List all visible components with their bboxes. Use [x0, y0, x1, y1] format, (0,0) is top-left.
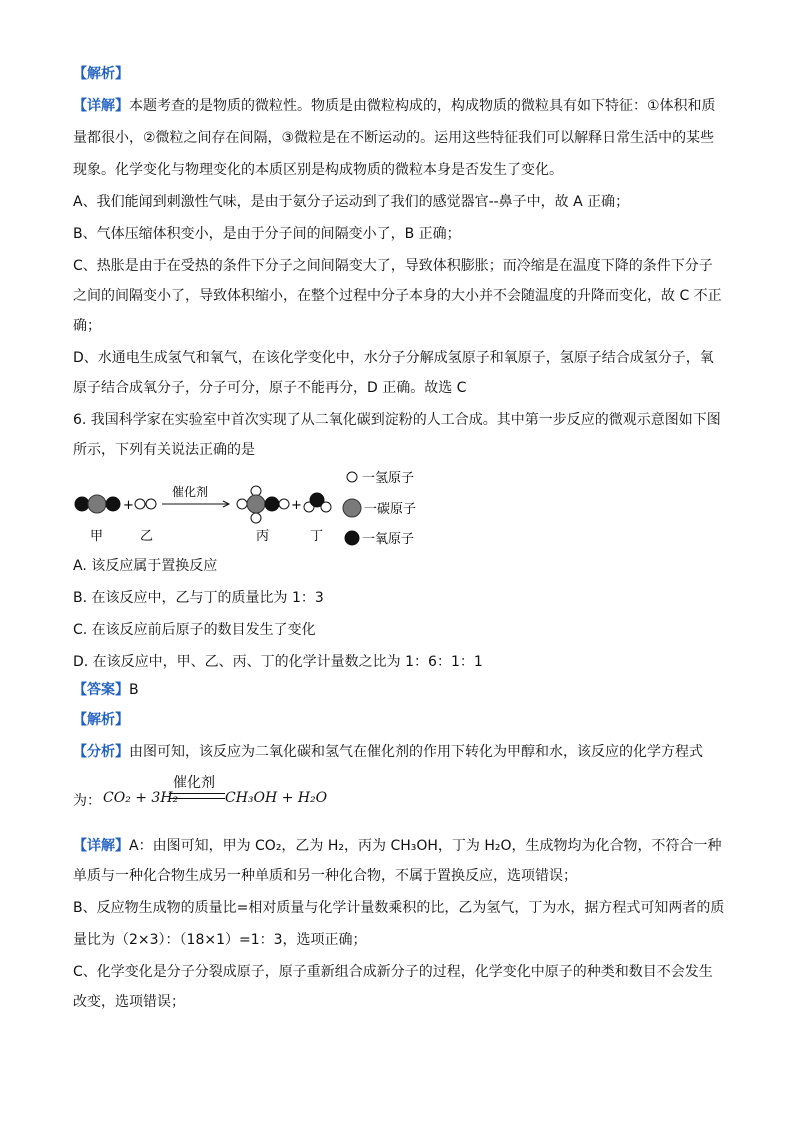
- legend-oxygen-icon: [345, 531, 359, 545]
- legend-carbon-label: 一碳原子: [364, 502, 417, 517]
- answer-value: B: [129, 682, 139, 698]
- question-6-stem: 6. 我国科学家在实验室中首次实现了从二氧化碳到淀粉的人工合成。其中第一步反应的微观示意图如下图: [73, 412, 721, 428]
- analysis-heading: 【解析】: [73, 66, 129, 82]
- detail-paragraph-line: 【详解】本题考查的是物质的微粒性。物质是由微粒构成的，构成物质的微粒具有如下特征：①体积和质: [73, 98, 716, 114]
- equation-condition: 催化剂: [173, 775, 215, 791]
- detail-line: 【详解】A：由图可知，甲为 CO₂，乙为 H₂，丙为 CH₃OH，丁为 H₂O，生成物均为化合物，不符合一种: [73, 838, 722, 854]
- analysis-tag: 【分析】: [73, 744, 129, 760]
- equation-prefix: 为：: [73, 793, 101, 809]
- detail-paragraph-line: 现象。化学变化与物理变化的本质区别是构成物质的微粒本身是否发生了变化。: [73, 162, 563, 178]
- detail-line: 量比为（2×3）：（18×1）=1：3，选项正确；: [73, 932, 367, 948]
- oxygen-atom-icon: [75, 497, 89, 511]
- label-yi: 乙: [140, 529, 154, 544]
- detail-tag: 【详解】: [73, 98, 129, 114]
- hydrogen-atom-icon: [251, 513, 261, 523]
- carbon-atom-icon: [88, 495, 106, 513]
- hydrogen-atom-icon: [321, 502, 331, 512]
- legend-hydrogen-icon: [347, 472, 357, 482]
- option-a: A. 该反应属于置换反应: [73, 558, 218, 574]
- carbon-atom-icon: [247, 495, 265, 513]
- hydrogen-atom-icon: [135, 499, 145, 509]
- detail-paragraph-line: 量都很小，②微粒之间存在间隔，③微粒是在不断运动的。运用这些特征我们可以解释日常生活中的某些: [73, 130, 715, 146]
- explanation-c: C、热胀是由于在受热的条件下分子之间间隔变大了，导致体积膨胀；而冷缩是在温度下降的条件下分子: [73, 258, 713, 274]
- label-ding: 丁: [310, 529, 324, 544]
- analysis-line: 【分析】由图可知，该反应为二氧化碳和氢气在催化剂的作用下转化为甲醇和水，该反应的化学方程式: [73, 744, 703, 760]
- oxygen-atom-icon: [106, 497, 120, 511]
- chemical-equation: [73, 772, 373, 812]
- plus-sign: +: [291, 498, 302, 513]
- legend-carbon-icon: [343, 499, 361, 517]
- detail-tag: 【详解】: [73, 838, 129, 854]
- detail-line: C、化学变化是分子分裂成原子，原子重新组合成新分子的过程，化学变化中原子的种类和数目不会发生: [73, 964, 713, 980]
- explanation-b: B、气体压缩体积变小，是由于分子间的间隔变小了，B 正确；: [73, 226, 461, 242]
- explanation-c-cont: 之间的间隔变小了，导致体积缩小，在整个过程中分子本身的大小并不会随温度的升降而变化，故 C 不正: [73, 288, 722, 304]
- detail-line: 单质与一种化合物生成另一种单质和另一种化合物，不属于置换反应，选项错误；: [73, 868, 577, 884]
- answer-tag: 【答案】: [73, 682, 129, 698]
- option-c: C. 在该反应前后原子的数目发生了变化: [73, 622, 316, 638]
- label-jia: 甲: [90, 529, 104, 544]
- equation-products: CH₃OH + H₂O: [225, 790, 328, 806]
- option-d: D. 在该反应中，甲、乙、丙、丁的化学计量数之比为 1：6：1：1: [73, 654, 483, 670]
- hydrogen-atom-icon: [237, 499, 247, 509]
- explanation-d-cont: 原子结合成氧分子，分子可分，原子不能再分，D 正确。故选 C: [73, 380, 467, 396]
- analysis-heading: 【解析】: [73, 712, 129, 728]
- oxygen-atom-icon: [265, 497, 279, 511]
- hydrogen-atom-icon: [146, 499, 156, 509]
- reaction-diagram: [60, 462, 460, 552]
- detail-line: 改变，选项错误；: [73, 994, 185, 1010]
- option-b: B. 在该反应中，乙与丁的质量比为 1：3: [73, 590, 324, 606]
- legend-oxygen-label: 一氧原子: [362, 532, 415, 547]
- explanation-a: A、我们能闻到刺激性气味，是由于氨分子运动到了我们的感觉器官--鼻子中，故 A 正确；: [73, 194, 630, 210]
- hydrogen-atom-icon: [279, 499, 289, 509]
- question-6-stem-cont: 所示，下列有关说法正确的是: [73, 442, 255, 458]
- detail-line: B、反应物生成物的质量比=相对质量与化学计量数乘积的比，乙为氢气，丁为水，据方程式可知两者的质: [73, 900, 725, 916]
- equation-equals-bar: [169, 793, 225, 799]
- answer-line: [73, 680, 139, 700]
- explanation-d: D、水通电生成氢气和氧气，在该化学变化中，水分子分解成氢原子和氧原子，氢原子结合成氢分子，氧: [73, 350, 714, 366]
- legend-hydrogen-label: 一氢原子: [362, 471, 415, 486]
- plus-sign: +: [123, 498, 134, 513]
- label-bing: 丙: [256, 529, 270, 544]
- catalyst-label: 催化剂: [172, 485, 209, 499]
- explanation-c-cont: 确；: [73, 318, 101, 334]
- equation-reactants: CO₂ + 3H₂: [103, 790, 179, 806]
